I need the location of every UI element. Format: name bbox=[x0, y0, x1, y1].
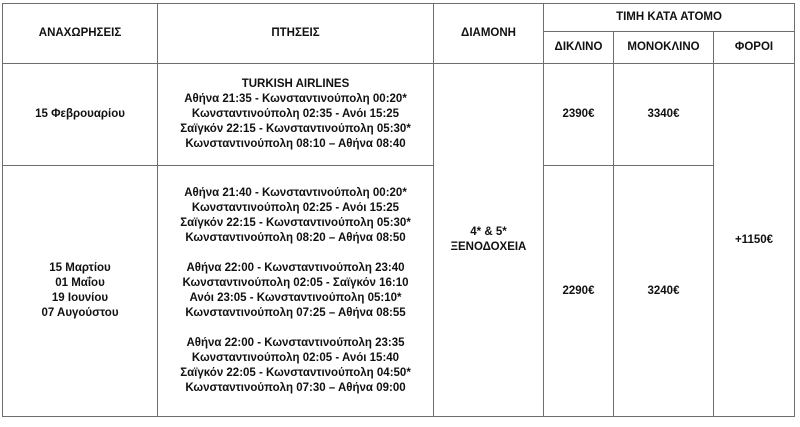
header-departures: ΑΝΑΧΩΡΗΣΕΙΣ bbox=[3, 4, 158, 64]
double-price-cell: 2290€ bbox=[544, 166, 614, 417]
flight-segment: Αθήνα 21:40 - Κωνσταντινούπολη 00:20* bbox=[184, 187, 407, 199]
flight-segment: Αθήνα 22:00 - Κωνσταντινούπολη 23:35 bbox=[186, 337, 405, 349]
airline-name: TURKISH AIRLINES bbox=[241, 78, 350, 90]
accommodation-cell bbox=[434, 64, 544, 417]
flight-segment: Σαϊγκόν 22:15 - Κωνσταντινούπολη 05:30* bbox=[180, 217, 411, 229]
flights-cell bbox=[158, 166, 434, 417]
flight-segment: Κωνσταντινούπολη 02:35 - Ανόι 15:25 bbox=[191, 108, 400, 120]
header-flights: ΠΤΗΣΕΙΣ bbox=[158, 4, 434, 64]
table-row bbox=[3, 64, 795, 166]
double-price-cell: 2390€ bbox=[544, 64, 614, 166]
spacer bbox=[158, 246, 433, 261]
flight-segment: Κωνσταντινούπολη 02:05 - Ανόι 15:40 bbox=[191, 352, 400, 364]
flight-segment: Κωνσταντινούπολη 02:05 - Σαϊγκόν 16:10 bbox=[182, 277, 409, 289]
flight-segment: Σαϊγκόν 22:05 - Κωνσταντινούπολη 04:50* bbox=[180, 367, 411, 379]
departure-date: 19 Ιουνίου bbox=[51, 292, 109, 304]
flight-segment: Ανόι 23:05 - Κωνσταντινούπολη 05:10* bbox=[189, 292, 402, 304]
header-double: ΔΙΚΛΙΝΟ bbox=[544, 32, 614, 64]
departure-date: 07 Αυγούστου bbox=[41, 307, 119, 319]
hotel-label: ΞΕΝΟΔΟΧΕΙΑ bbox=[450, 241, 527, 253]
taxes-cell: +1150€ bbox=[714, 64, 795, 417]
flight-segment: Αθήνα 22:00 - Κωνσταντινούπολη 23:40 bbox=[186, 262, 405, 274]
header-single: ΜΟΝΟΚΛΙΝΟ bbox=[614, 32, 714, 64]
single-price-cell: 3240€ bbox=[614, 166, 714, 417]
tour-price-table bbox=[2, 3, 795, 417]
flight-segment: Κωνσταντινούπολη 08:20 – Αθήνα 08:50 bbox=[185, 232, 406, 244]
header-accommodation: ΔΙΑΜΟΝΗ bbox=[434, 4, 544, 64]
departure-date: 15 Φεβρουαρίου bbox=[35, 108, 125, 120]
flight-segment: Κωνσταντινούπολη 07:25 – Αθήνα 08:55 bbox=[185, 307, 406, 319]
hotel-stars: 4* & 5* bbox=[470, 226, 507, 238]
header-price-per-person: ΤΙΜΗ ΚΑΤΑ ΑΤΟΜΟ bbox=[544, 4, 795, 32]
flight-segment: Κωνσταντινούπολη 08:10 – Αθήνα 08:40 bbox=[185, 138, 406, 150]
header-taxes: ΦΟΡΟΙ bbox=[714, 32, 795, 64]
flight-segment: Σαϊγκόν 22:15 - Κωνσταντινούπολη 05:30* bbox=[180, 123, 411, 135]
departure-date: 15 Μαρτίου bbox=[49, 262, 111, 274]
departure-dates-cell bbox=[3, 64, 158, 166]
flight-segment: Κωνσταντινούπολη 02:25 - Ανόι 15:25 bbox=[191, 202, 400, 214]
flight-segment: Κωνσταντινούπολη 07:30 – Αθήνα 09:00 bbox=[185, 382, 406, 394]
table-row bbox=[3, 166, 795, 417]
departure-dates-cell bbox=[3, 166, 158, 417]
single-price-cell: 3340€ bbox=[614, 64, 714, 166]
spacer bbox=[158, 321, 433, 336]
flight-segment: Αθήνα 21:35 - Κωνσταντινούπολη 00:20* bbox=[184, 93, 407, 105]
flights-cell bbox=[158, 64, 434, 166]
departure-date: 01 Μαΐου bbox=[55, 277, 105, 289]
